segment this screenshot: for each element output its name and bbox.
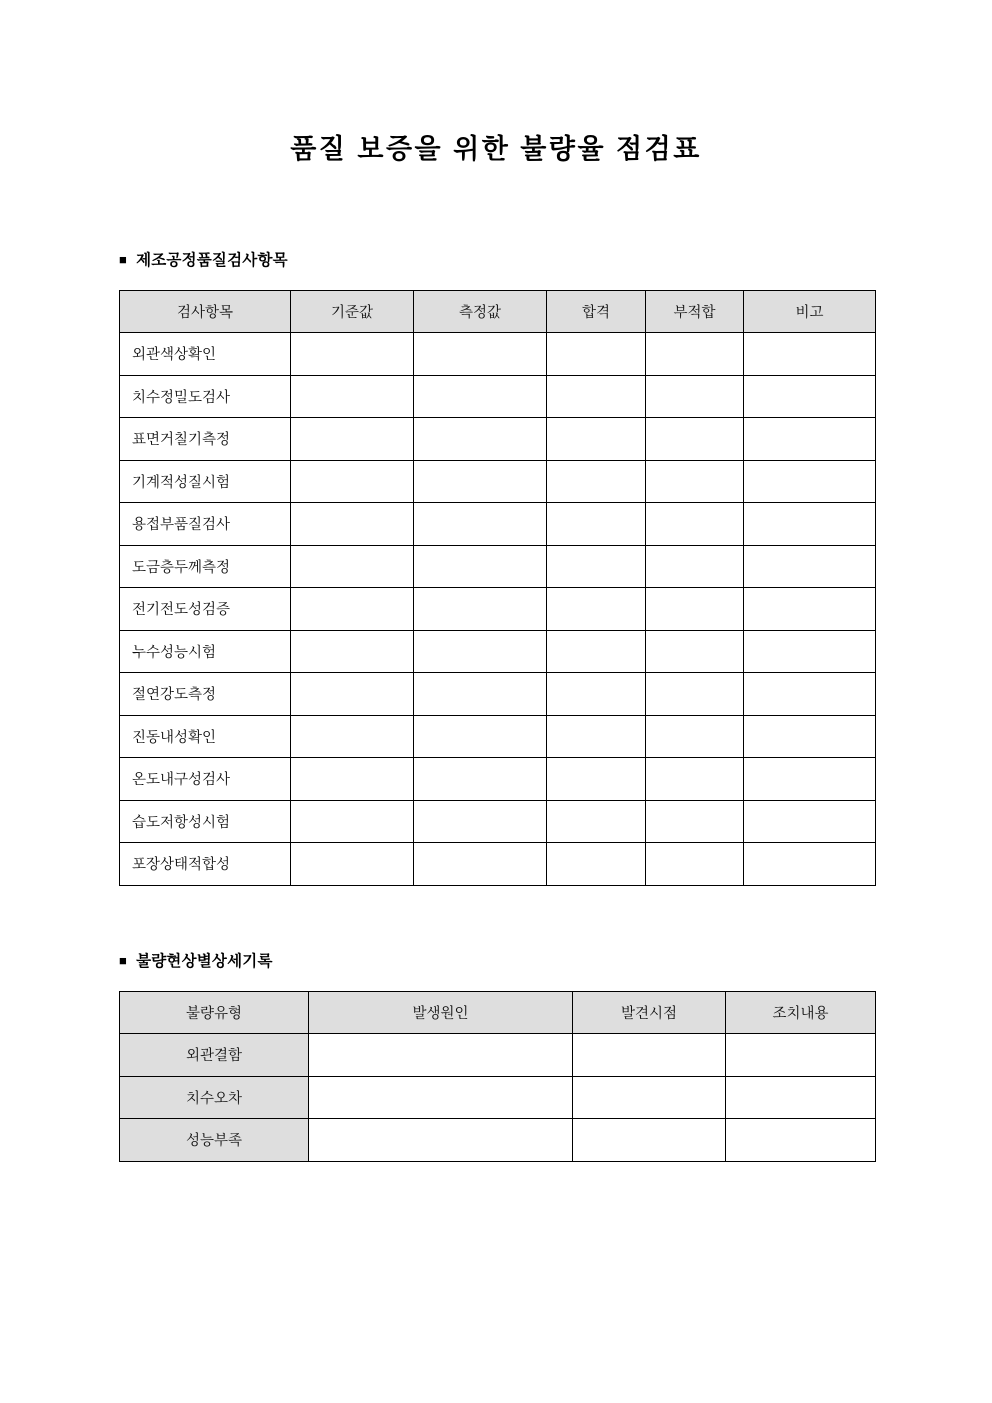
cell-pass[interactable] bbox=[547, 545, 646, 588]
cell-pass[interactable] bbox=[547, 418, 646, 461]
table-row bbox=[120, 1119, 876, 1162]
cell-measured-value[interactable] bbox=[414, 418, 547, 461]
cell-detected-at[interactable] bbox=[573, 1076, 726, 1119]
cell-standard-value[interactable] bbox=[291, 715, 414, 758]
cell-item-name: 용접부품질검사 bbox=[120, 503, 291, 546]
cell-action[interactable] bbox=[726, 1076, 876, 1119]
cell-item-name: 절연강도측정 bbox=[120, 673, 291, 716]
cell-item-name: 누수성능시험 bbox=[120, 630, 291, 673]
cell-fail[interactable] bbox=[646, 588, 744, 631]
section-heading-defects bbox=[119, 950, 273, 973]
column-header-fail: 부적합 bbox=[646, 291, 744, 333]
cell-standard-value[interactable] bbox=[291, 333, 414, 376]
cell-standard-value[interactable] bbox=[291, 545, 414, 588]
cell-item-name: 외관색상확인 bbox=[120, 333, 291, 376]
cell-measured-value[interactable] bbox=[414, 588, 547, 631]
column-header-item: 검사항목 bbox=[120, 291, 291, 333]
cell-fail[interactable] bbox=[646, 333, 744, 376]
section-heading-inspection bbox=[119, 249, 288, 272]
cell-pass[interactable] bbox=[547, 715, 646, 758]
column-header-measured: 측정값 bbox=[414, 291, 547, 333]
section-heading-label: 제조공정품질검사항목 bbox=[136, 252, 288, 269]
cell-fail[interactable] bbox=[646, 800, 744, 843]
cell-detected-at[interactable] bbox=[573, 1034, 726, 1077]
cell-fail[interactable] bbox=[646, 375, 744, 418]
cell-fail[interactable] bbox=[646, 503, 744, 546]
cell-note[interactable] bbox=[744, 630, 876, 673]
cell-fail[interactable] bbox=[646, 673, 744, 716]
cell-note[interactable] bbox=[744, 715, 876, 758]
cell-measured-value[interactable] bbox=[414, 630, 547, 673]
cell-standard-value[interactable] bbox=[291, 418, 414, 461]
cell-cause[interactable] bbox=[309, 1119, 573, 1162]
column-header-defect-type: 불량유형 bbox=[120, 992, 309, 1034]
cell-note[interactable] bbox=[744, 673, 876, 716]
cell-cause[interactable] bbox=[309, 1034, 573, 1077]
cell-defect-type: 치수오차 bbox=[120, 1076, 309, 1119]
cell-item-name: 진동내성확인 bbox=[120, 715, 291, 758]
cell-measured-value[interactable] bbox=[414, 715, 547, 758]
inspection-items-table bbox=[119, 290, 876, 886]
cell-fail[interactable] bbox=[646, 758, 744, 801]
cell-standard-value[interactable] bbox=[291, 630, 414, 673]
cell-action[interactable] bbox=[726, 1034, 876, 1077]
square-bullet-icon: ■ bbox=[119, 252, 128, 267]
cell-action[interactable] bbox=[726, 1119, 876, 1162]
cell-measured-value[interactable] bbox=[414, 843, 547, 886]
cell-measured-value[interactable] bbox=[414, 673, 547, 716]
page-title: 품질 보증을 위한 불량율 점검표 bbox=[290, 134, 702, 164]
table-row bbox=[120, 333, 876, 376]
cell-note[interactable] bbox=[744, 375, 876, 418]
cell-standard-value[interactable] bbox=[291, 673, 414, 716]
column-header-cause: 발생원인 bbox=[309, 992, 573, 1034]
column-header-detected-at: 발견시점 bbox=[573, 992, 726, 1034]
table-row bbox=[120, 800, 876, 843]
cell-note[interactable] bbox=[744, 588, 876, 631]
cell-fail[interactable] bbox=[646, 843, 744, 886]
table-row bbox=[120, 375, 876, 418]
defect-records-table bbox=[119, 991, 876, 1162]
cell-pass[interactable] bbox=[547, 333, 646, 376]
table-row bbox=[120, 503, 876, 546]
cell-note[interactable] bbox=[744, 503, 876, 546]
table-row bbox=[120, 673, 876, 716]
table-row bbox=[120, 1076, 876, 1119]
cell-standard-value[interactable] bbox=[291, 800, 414, 843]
table-row bbox=[120, 460, 876, 503]
cell-item-name: 온도내구성검사 bbox=[120, 758, 291, 801]
column-header-note: 비고 bbox=[744, 291, 876, 333]
cell-measured-value[interactable] bbox=[414, 758, 547, 801]
cell-item-name: 기계적성질시험 bbox=[120, 460, 291, 503]
cell-measured-value[interactable] bbox=[414, 503, 547, 546]
cell-fail[interactable] bbox=[646, 545, 744, 588]
cell-item-name: 도금층두께측정 bbox=[120, 545, 291, 588]
cell-note[interactable] bbox=[744, 758, 876, 801]
cell-detected-at[interactable] bbox=[573, 1119, 726, 1162]
table-header-row bbox=[120, 291, 876, 333]
column-header-pass: 합격 bbox=[547, 291, 646, 333]
cell-fail[interactable] bbox=[646, 715, 744, 758]
cell-note[interactable] bbox=[744, 460, 876, 503]
cell-fail[interactable] bbox=[646, 630, 744, 673]
cell-note[interactable] bbox=[744, 418, 876, 461]
cell-measured-value[interactable] bbox=[414, 460, 547, 503]
table-row bbox=[120, 715, 876, 758]
cell-pass[interactable] bbox=[547, 630, 646, 673]
cell-standard-value[interactable] bbox=[291, 460, 414, 503]
cell-measured-value[interactable] bbox=[414, 545, 547, 588]
cell-pass[interactable] bbox=[547, 375, 646, 418]
cell-measured-value[interactable] bbox=[414, 375, 547, 418]
table-header-row bbox=[120, 992, 876, 1034]
cell-standard-value[interactable] bbox=[291, 375, 414, 418]
table-row bbox=[120, 758, 876, 801]
cell-standard-value[interactable] bbox=[291, 588, 414, 631]
cell-pass[interactable] bbox=[547, 588, 646, 631]
table-row bbox=[120, 545, 876, 588]
cell-item-name: 포장상태적합성 bbox=[120, 843, 291, 886]
column-header-standard: 기준값 bbox=[291, 291, 414, 333]
cell-standard-value[interactable] bbox=[291, 758, 414, 801]
cell-pass[interactable] bbox=[547, 673, 646, 716]
cell-item-name: 습도저항성시험 bbox=[120, 800, 291, 843]
cell-fail[interactable] bbox=[646, 418, 744, 461]
cell-defect-type: 외관결함 bbox=[120, 1034, 309, 1077]
cell-item-name: 치수정밀도검사 bbox=[120, 375, 291, 418]
square-bullet-icon: ■ bbox=[119, 953, 128, 968]
cell-item-name: 표면거칠기측정 bbox=[120, 418, 291, 461]
table-row bbox=[120, 843, 876, 886]
column-header-action: 조치내용 bbox=[726, 992, 876, 1034]
section-heading-label: 불량현상별상세기록 bbox=[136, 953, 273, 970]
cell-pass[interactable] bbox=[547, 758, 646, 801]
table-row bbox=[120, 1034, 876, 1077]
cell-standard-value[interactable] bbox=[291, 503, 414, 546]
cell-measured-value[interactable] bbox=[414, 333, 547, 376]
table-row bbox=[120, 418, 876, 461]
cell-note[interactable] bbox=[744, 843, 876, 886]
table-row bbox=[120, 588, 876, 631]
cell-defect-type: 성능부족 bbox=[120, 1119, 309, 1162]
cell-pass[interactable] bbox=[547, 460, 646, 503]
cell-note[interactable] bbox=[744, 800, 876, 843]
cell-measured-value[interactable] bbox=[414, 800, 547, 843]
cell-pass[interactable] bbox=[547, 503, 646, 546]
cell-note[interactable] bbox=[744, 545, 876, 588]
cell-pass[interactable] bbox=[547, 800, 646, 843]
cell-standard-value[interactable] bbox=[291, 843, 414, 886]
cell-note[interactable] bbox=[744, 333, 876, 376]
cell-pass[interactable] bbox=[547, 843, 646, 886]
cell-item-name: 전기전도성검증 bbox=[120, 588, 291, 631]
cell-cause[interactable] bbox=[309, 1076, 573, 1119]
cell-fail[interactable] bbox=[646, 460, 744, 503]
table-row bbox=[120, 630, 876, 673]
